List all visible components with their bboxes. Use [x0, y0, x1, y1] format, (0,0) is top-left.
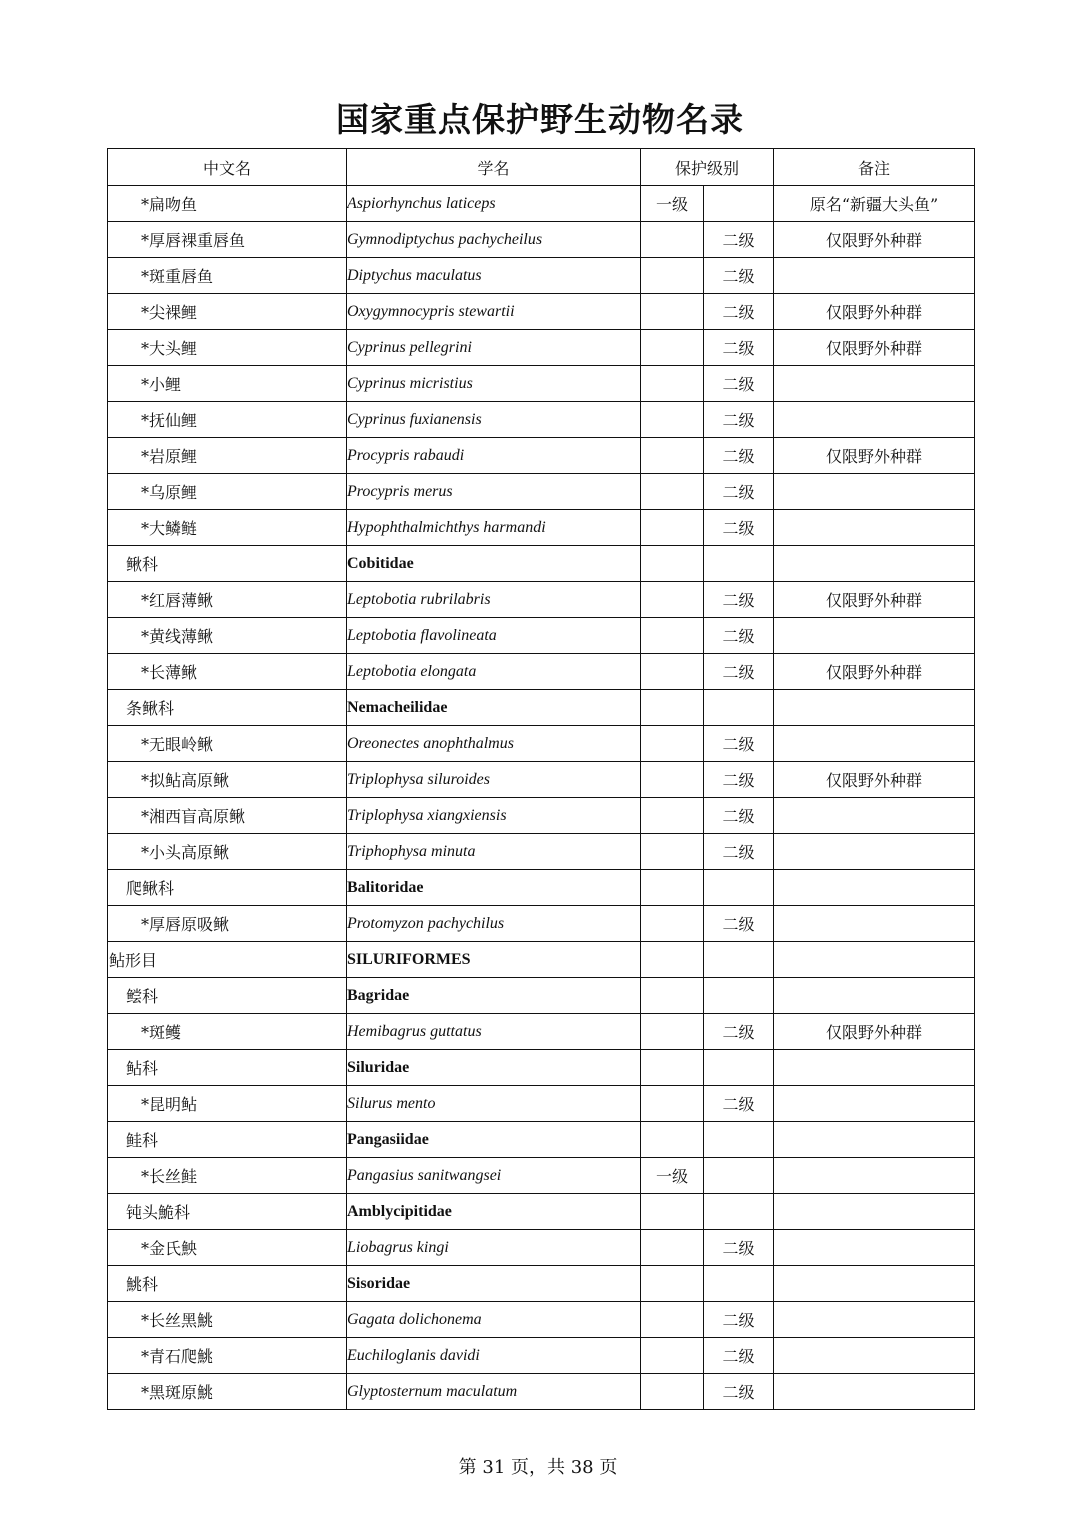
grade-1-cell — [641, 870, 704, 906]
grade-1-cell — [641, 654, 704, 690]
grade-1-cell — [641, 438, 704, 474]
remark-cell — [774, 690, 975, 726]
remark-cell — [774, 906, 975, 942]
grade-1-cell — [641, 1266, 704, 1302]
remark-cell — [774, 870, 975, 906]
grade-2-cell: 二级 — [704, 294, 774, 330]
grade-1-cell — [641, 1086, 704, 1122]
scientific-name-cell: Leptobotia elongata — [347, 654, 641, 690]
scientific-name-cell: Pangasiidae — [347, 1122, 641, 1158]
remark-cell: 仅限野外种群 — [774, 222, 975, 258]
grade-1-cell — [641, 906, 704, 942]
remark-cell: 仅限野外种群 — [774, 330, 975, 366]
species-row — [108, 654, 975, 690]
grade-2-cell: 二级 — [704, 798, 774, 834]
grade-1-cell — [641, 726, 704, 762]
grade-1-cell — [641, 294, 704, 330]
scientific-name-cell: Bagridae — [347, 978, 641, 1014]
remark-cell — [774, 366, 975, 402]
grade-2-cell — [704, 870, 774, 906]
chinese-name-cell: *大鳞鲢 — [108, 510, 347, 546]
grade-2-cell — [704, 1194, 774, 1230]
grade-2-cell: 二级 — [704, 330, 774, 366]
scientific-name-cell: Leptobotia rubrilabris — [347, 582, 641, 618]
species-row — [108, 1014, 975, 1050]
grade-2-cell: 二级 — [704, 1086, 774, 1122]
grade-1-cell — [641, 1302, 704, 1338]
species-table — [107, 148, 975, 1410]
chinese-name-cell: *黄线薄鳅 — [108, 618, 347, 654]
grade-2-cell — [704, 1122, 774, 1158]
chinese-name-cell: *长丝黑鮡 — [108, 1302, 347, 1338]
grade-1-cell — [641, 510, 704, 546]
chinese-name-cell: *厚唇裸重唇鱼 — [108, 222, 347, 258]
header-protection-level: 保护级别 — [641, 149, 774, 186]
grade-2-cell: 二级 — [704, 1230, 774, 1266]
grade-2-cell: 二级 — [704, 1302, 774, 1338]
species-row — [108, 762, 975, 798]
page-number: 第 31 页，共 38 页 — [458, 1457, 618, 1478]
page-title: 国家重点保护野生动物名录 — [336, 100, 744, 139]
grade-1-cell — [641, 582, 704, 618]
scientific-name-cell: Hypophthalmichthys harmandi — [347, 510, 641, 546]
scientific-name-cell: Oreonectes anophthalmus — [347, 726, 641, 762]
remark-cell: 仅限野外种群 — [774, 582, 975, 618]
grade-1-cell — [641, 1014, 704, 1050]
remark-cell — [774, 1194, 975, 1230]
grade-2-cell: 二级 — [704, 618, 774, 654]
remark-cell — [774, 726, 975, 762]
family-row — [108, 1122, 975, 1158]
grade-1-cell — [641, 762, 704, 798]
scientific-name-cell: Glyptosternum maculatum — [347, 1374, 641, 1410]
remark-cell — [774, 978, 975, 1014]
table-header-row — [108, 149, 975, 186]
scientific-name-cell: Euchiloglanis davidi — [347, 1338, 641, 1374]
grade-1-cell — [641, 690, 704, 726]
grade-2-cell: 二级 — [704, 366, 774, 402]
remark-cell — [774, 798, 975, 834]
chinese-name-cell: *乌原鲤 — [108, 474, 347, 510]
chinese-name-cell: *黑斑原鮡 — [108, 1374, 347, 1410]
grade-2-cell: 二级 — [704, 726, 774, 762]
scientific-name-cell: Cyprinus micristius — [347, 366, 641, 402]
scientific-name-cell: Triphophysa minuta — [347, 834, 641, 870]
scientific-name-cell: Cyprinus pellegrini — [347, 330, 641, 366]
species-row — [108, 906, 975, 942]
species-row — [108, 1338, 975, 1374]
scientific-name-cell: Balitoridae — [347, 870, 641, 906]
scientific-name-cell: SILURIFORMES — [347, 942, 641, 978]
species-row — [108, 258, 975, 294]
remark-cell — [774, 942, 975, 978]
grade-1-cell — [641, 222, 704, 258]
grade-1-cell — [641, 1230, 704, 1266]
grade-1-cell — [641, 1338, 704, 1374]
scientific-name-cell: Pangasius sanitwangsei — [347, 1158, 641, 1194]
chinese-name-cell: *长丝鲑 — [108, 1158, 347, 1194]
remark-cell: 仅限野外种群 — [774, 438, 975, 474]
grade-1-cell — [641, 1050, 704, 1086]
grade-2-cell: 二级 — [704, 1374, 774, 1410]
family-row — [108, 1266, 975, 1302]
grade-1-cell — [641, 1374, 704, 1410]
grade-1-cell — [641, 330, 704, 366]
chinese-name-cell: *小头高原鳅 — [108, 834, 347, 870]
remark-cell — [774, 1122, 975, 1158]
remark-cell: 原名“新疆大头鱼” — [774, 186, 975, 222]
grade-2-cell — [704, 978, 774, 1014]
grade-2-cell — [704, 186, 774, 222]
species-row — [108, 402, 975, 438]
scientific-name-cell: Cobitidae — [347, 546, 641, 582]
remark-cell — [774, 1230, 975, 1266]
remark-cell — [774, 1338, 975, 1374]
species-row — [108, 474, 975, 510]
remark-cell — [774, 1266, 975, 1302]
species-row — [108, 294, 975, 330]
remark-cell — [774, 510, 975, 546]
species-row — [108, 1374, 975, 1410]
grade-2-cell: 二级 — [704, 438, 774, 474]
grade-2-cell: 二级 — [704, 1338, 774, 1374]
chinese-name-cell: 鮡科 — [108, 1266, 347, 1302]
grade-1-cell: 一级 — [641, 1158, 704, 1194]
grade-1-cell — [641, 942, 704, 978]
remark-cell — [774, 1374, 975, 1410]
remark-cell: 仅限野外种群 — [774, 294, 975, 330]
grade-2-cell — [704, 690, 774, 726]
family-row — [108, 978, 975, 1014]
chinese-name-cell: *尖裸鲤 — [108, 294, 347, 330]
grade-2-cell: 二级 — [704, 474, 774, 510]
chinese-name-cell: *扁吻鱼 — [108, 186, 347, 222]
grade-2-cell — [704, 942, 774, 978]
chinese-name-cell: 鲑科 — [108, 1122, 347, 1158]
grade-1-cell — [641, 798, 704, 834]
species-row — [108, 186, 975, 222]
chinese-name-cell: *青石爬鮡 — [108, 1338, 347, 1374]
species-row — [108, 330, 975, 366]
grade-2-cell: 二级 — [704, 222, 774, 258]
scientific-name-cell: Triplophysa siluroides — [347, 762, 641, 798]
chinese-name-cell: *岩原鲤 — [108, 438, 347, 474]
remark-cell — [774, 834, 975, 870]
scientific-name-cell: Oxygymnocypris stewartii — [347, 294, 641, 330]
remark-cell — [774, 618, 975, 654]
species-row — [108, 798, 975, 834]
remark-cell — [774, 1086, 975, 1122]
grade-1-cell — [641, 546, 704, 582]
species-row — [108, 366, 975, 402]
scientific-name-cell: Siluridae — [347, 1050, 641, 1086]
grade-1-cell — [641, 1194, 704, 1230]
family-row — [108, 1050, 975, 1086]
species-row — [108, 1158, 975, 1194]
grade-1-cell — [641, 834, 704, 870]
grade-2-cell: 二级 — [704, 402, 774, 438]
scientific-name-cell: Aspiorhynchus laticeps — [347, 186, 641, 222]
grade-1-cell — [641, 618, 704, 654]
header-chinese-name: 中文名 — [108, 149, 347, 186]
grade-2-cell: 二级 — [704, 1014, 774, 1050]
scientific-name-cell: Liobagrus kingi — [347, 1230, 641, 1266]
chinese-name-cell: 鲇形目 — [108, 942, 347, 978]
chinese-name-cell: *厚唇原吸鳅 — [108, 906, 347, 942]
grade-2-cell: 二级 — [704, 582, 774, 618]
grade-2-cell: 二级 — [704, 510, 774, 546]
scientific-name-cell: Hemibagrus guttatus — [347, 1014, 641, 1050]
family-row — [108, 870, 975, 906]
grade-2-cell: 二级 — [704, 258, 774, 294]
species-row — [108, 618, 975, 654]
scientific-name-cell: Gymnodiptychus pachycheilus — [347, 222, 641, 258]
scientific-name-cell: Gagata dolichonema — [347, 1302, 641, 1338]
chinese-name-cell: *金氏䱀 — [108, 1230, 347, 1266]
remark-cell: 仅限野外种群 — [774, 654, 975, 690]
chinese-name-cell: *昆明鲇 — [108, 1086, 347, 1122]
header-remark: 备注 — [774, 149, 975, 186]
chinese-name-cell: 鲇科 — [108, 1050, 347, 1086]
grade-2-cell — [704, 546, 774, 582]
grade-1-cell — [641, 366, 704, 402]
species-row — [108, 222, 975, 258]
remark-cell — [774, 474, 975, 510]
scientific-name-cell: Cyprinus fuxianensis — [347, 402, 641, 438]
grade-2-cell: 二级 — [704, 834, 774, 870]
chinese-name-cell: *长薄鳅 — [108, 654, 347, 690]
chinese-name-cell: *红唇薄鳅 — [108, 582, 347, 618]
scientific-name-cell: Amblycipitidae — [347, 1194, 641, 1230]
order-row — [108, 942, 975, 978]
species-row — [108, 1302, 975, 1338]
scientific-name-cell: Sisoridae — [347, 1266, 641, 1302]
chinese-name-cell: 鲿科 — [108, 978, 347, 1014]
remark-cell — [774, 402, 975, 438]
chinese-name-cell: *斑鳠 — [108, 1014, 347, 1050]
grade-2-cell — [704, 1266, 774, 1302]
chinese-name-cell: *抚仙鲤 — [108, 402, 347, 438]
species-row — [108, 1086, 975, 1122]
family-row — [108, 546, 975, 582]
scientific-name-cell: Protomyzon pachychilus — [347, 906, 641, 942]
species-row — [108, 438, 975, 474]
remark-cell — [774, 546, 975, 582]
species-row — [108, 582, 975, 618]
grade-2-cell — [704, 1050, 774, 1086]
family-row — [108, 690, 975, 726]
grade-2-cell: 二级 — [704, 654, 774, 690]
grade-2-cell: 二级 — [704, 762, 774, 798]
chinese-name-cell: 爬鳅科 — [108, 870, 347, 906]
chinese-name-cell: *无眼岭鳅 — [108, 726, 347, 762]
chinese-name-cell: 钝头鮠科 — [108, 1194, 347, 1230]
grade-1-cell — [641, 402, 704, 438]
scientific-name-cell: Procypris rabaudi — [347, 438, 641, 474]
header-scientific-name: 学名 — [347, 149, 641, 186]
grade-1-cell: 一级 — [641, 186, 704, 222]
grade-1-cell — [641, 474, 704, 510]
grade-1-cell — [641, 978, 704, 1014]
scientific-name-cell: Procypris merus — [347, 474, 641, 510]
remark-cell — [774, 1158, 975, 1194]
remark-cell: 仅限野外种群 — [774, 1014, 975, 1050]
remark-cell — [774, 1302, 975, 1338]
remark-cell — [774, 1050, 975, 1086]
grade-1-cell — [641, 258, 704, 294]
grade-2-cell — [704, 1158, 774, 1194]
species-row — [108, 510, 975, 546]
chinese-name-cell: *大头鲤 — [108, 330, 347, 366]
species-row — [108, 726, 975, 762]
chinese-name-cell: *斑重唇鱼 — [108, 258, 347, 294]
species-row — [108, 1230, 975, 1266]
scientific-name-cell: Diptychus maculatus — [347, 258, 641, 294]
chinese-name-cell: 条鳅科 — [108, 690, 347, 726]
species-row — [108, 834, 975, 870]
scientific-name-cell: Triplophysa xiangxiensis — [347, 798, 641, 834]
family-row — [108, 1194, 975, 1230]
grade-2-cell: 二级 — [704, 906, 774, 942]
chinese-name-cell: *小鲤 — [108, 366, 347, 402]
chinese-name-cell: *湘西盲高原鳅 — [108, 798, 347, 834]
chinese-name-cell: 鳅科 — [108, 546, 347, 582]
remark-cell: 仅限野外种群 — [774, 762, 975, 798]
scientific-name-cell: Leptobotia flavolineata — [347, 618, 641, 654]
chinese-name-cell: *拟鲇高原鳅 — [108, 762, 347, 798]
scientific-name-cell: Silurus mento — [347, 1086, 641, 1122]
grade-1-cell — [641, 1122, 704, 1158]
remark-cell — [774, 258, 975, 294]
scientific-name-cell: Nemacheilidae — [347, 690, 641, 726]
